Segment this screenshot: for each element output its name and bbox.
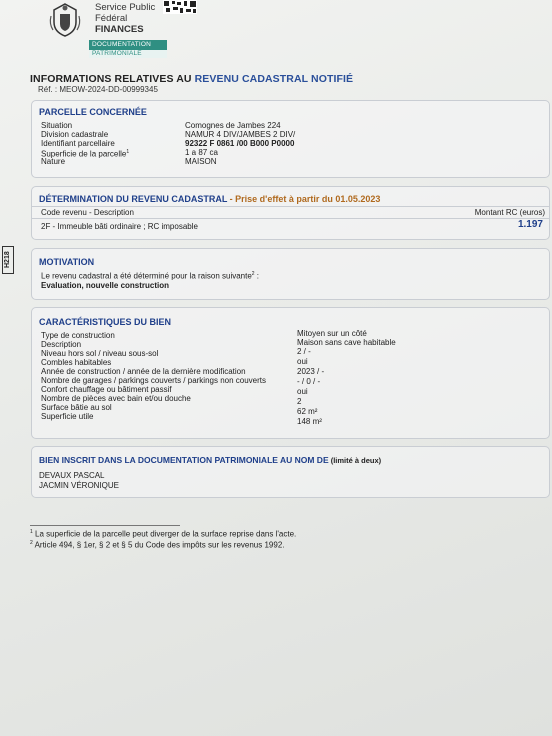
footnote-mark-2: 2 — [251, 271, 255, 277]
caract-label-2: Niveau hors sol / niveau sous-sol — [41, 349, 159, 358]
caract-label-1: Description — [41, 340, 82, 349]
parcelle-label-1: Division cadastrale — [41, 130, 109, 139]
caract-label-3: Combles habitables — [41, 358, 112, 367]
parcelle-label-0: Situation — [41, 121, 73, 130]
caract-value-7: 2 — [297, 397, 302, 406]
column-header-description: Code revenu - Description — [41, 208, 134, 217]
badge-line-2: PATRIMONIALE — [89, 50, 167, 58]
caract-value-0: Mitoyen sur un côté — [297, 329, 367, 338]
revenue-code-description: 2F - Immeuble bâti ordinaire ; RC imposable — [41, 222, 198, 231]
motivation-text-wrap — [41, 270, 259, 281]
parcelle-value-4: MAISON — [185, 157, 217, 166]
caract-label-6: Confort chauffage ou bâtiment passif — [41, 385, 172, 394]
caract-value-6: oui — [297, 387, 308, 396]
footnote-mark-1: 1 — [126, 149, 130, 155]
caract-value-2: 2 / - — [297, 347, 311, 356]
page-title-part-2: REVENU CADASTRAL NOTIFIÉ — [194, 73, 354, 85]
belgian-coat-of-arms-icon — [48, 2, 82, 38]
inscrit-title — [39, 455, 381, 465]
owner-name-1: DEVAUX PASCAL — [39, 471, 105, 480]
agency-line-2: Fédéral — [95, 13, 128, 24]
badge-line-1: DOCUMENTATION — [92, 41, 152, 48]
parcelle-value-1: NAMUR 4 DIV/JAMBES 2 DIV/ — [185, 130, 296, 139]
determination-title — [39, 194, 380, 204]
caract-label-9: Superficie utile — [41, 412, 94, 421]
motivation-reason: Evaluation, nouvelle construction — [41, 281, 170, 290]
determination-title-text: DÉTERMINATION DU REVENU CADASTRAL — [39, 194, 228, 204]
divider — [32, 218, 549, 219]
agency-line-3: FINANCES — [95, 24, 144, 35]
caract-value-9: 148 m² — [297, 417, 322, 426]
documentation-patrimoniale-badge — [89, 40, 167, 58]
motivation-title: MOTIVATION — [39, 257, 95, 267]
caract-label-8: Surface bâtie au sol — [41, 403, 112, 412]
determination-subtitle: - Prise d'effet à partir du 01.05.2023 — [227, 194, 381, 204]
parcelle-label-4: Nature — [41, 157, 66, 166]
motivation-colon: : — [254, 271, 260, 281]
caract-value-5: - / 0 / - — [297, 377, 321, 386]
inscrit-section — [31, 446, 550, 498]
caract-value-4: 2023 / - — [297, 367, 325, 376]
footnote-1-mark: 1 — [30, 529, 33, 535]
parcelle-section — [31, 100, 550, 178]
parcelle-label-3: Superficie de la parcelle — [41, 149, 127, 159]
divider — [32, 206, 549, 207]
determination-section — [31, 186, 550, 240]
caracteristiques-title: CARACTÉRISTIQUES DU BIEN — [39, 317, 172, 327]
footnote-2-mark: 2 — [30, 540, 33, 546]
caract-value-1: Maison sans cave habitable — [297, 338, 396, 347]
caract-label-5: Nombre de garages / parkings couverts / parkings non couverts — [41, 376, 267, 385]
footnote-2 — [30, 540, 285, 550]
owner-name-2: JACMIN VÉRONIQUE — [39, 481, 120, 490]
caract-label-0: Type de construction — [41, 331, 115, 340]
revenue-amount: 1.197 — [517, 219, 543, 230]
qr-code-icon — [163, 0, 197, 14]
motivation-section — [31, 248, 550, 300]
inscrit-note: (limité à deux) — [328, 456, 382, 465]
caracteristiques-section — [31, 307, 550, 439]
parcelle-section-title: PARCELLE CONCERNÉE — [39, 107, 147, 117]
parcelle-value-3: 1 a 87 ca — [185, 148, 218, 157]
side-code-label: H218 — [2, 246, 14, 274]
footnote-1 — [30, 529, 296, 539]
agency-line-1: Service Public — [95, 2, 156, 13]
footnote-2-text: Article 494, § 1er, § 2 et § 5 du Code des impôts sur les revenus 1992. — [34, 540, 285, 550]
motivation-text: Le revenu cadastral a été déterminé pour la raison suivante — [41, 271, 252, 281]
column-header-amount: Montant RC (euros) — [474, 208, 545, 217]
page-title-part-1: INFORMATIONS RELATIVES AU — [30, 73, 195, 85]
page-title — [30, 73, 353, 85]
caract-value-8: 62 m² — [297, 407, 318, 416]
footnote-1-text: La superficie de la parcelle peut diverger de la surface reprise dans l'acte. — [35, 529, 297, 539]
inscrit-title-text: BIEN INSCRIT DANS LA DOCUMENTATION PATRIMONIALE AU NOM DE — [39, 455, 329, 465]
reference-number: Réf. : MEOW-2024-DD-00999345 — [38, 85, 158, 94]
parcelle-value-0: Comognes de Jambes 224 — [185, 121, 281, 130]
agency-header — [95, 2, 155, 35]
caract-label-4: Année de construction / année de la dernière modification — [41, 367, 246, 376]
footnote-divider — [30, 525, 180, 526]
parcelle-value-2: 92322 F 0861 /00 B000 P0000 — [185, 139, 295, 148]
caract-label-7: Nombre de pièces avec bain et/ou douche — [41, 394, 191, 403]
parcelle-label-2: Identifiant parcellaire — [41, 139, 115, 148]
caract-value-3: oui — [297, 357, 308, 366]
